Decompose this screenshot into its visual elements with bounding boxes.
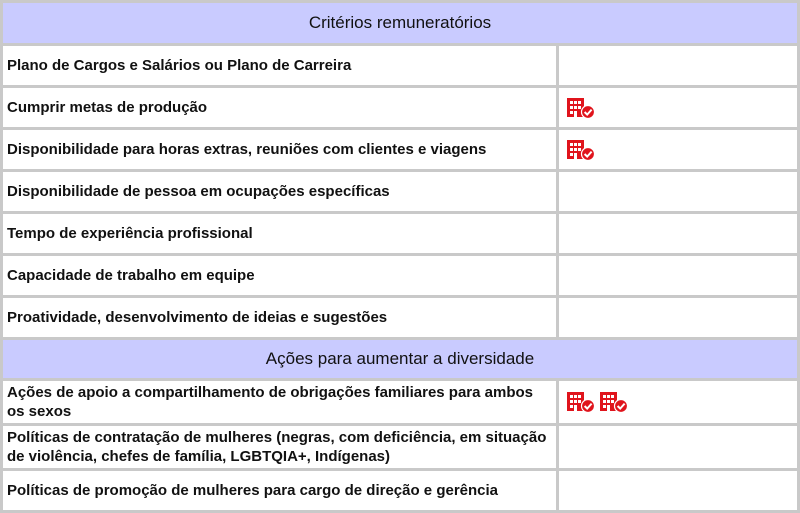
row-icons-cell [559,214,797,253]
row-icons-cell [559,130,797,169]
section-header-remuneration: Critérios remuneratórios [3,3,797,43]
table-row [0,426,800,468]
table-row [0,256,800,295]
row-label: Políticas de promoção de mulheres para cargo de direção e gerência [3,471,556,510]
row-label: Cumprir metas de produção [3,88,556,127]
row-icons-cell [559,426,797,468]
row-label: Disponibilidade de pessoa em ocupações específicas [3,172,556,211]
row-icons-cell [559,46,797,85]
company-check-icon [566,391,596,413]
table-row [0,46,800,85]
row-icons-cell [559,256,797,295]
row-icons-cell [559,381,797,423]
table-row [0,130,800,169]
row-label: Tempo de experiência profissional [3,214,556,253]
row-label: Disponibilidade para horas extras, reuniões com clientes e viagens [3,130,556,169]
company-check-icon [566,97,596,119]
row-icons-cell [559,88,797,127]
company-check-icon [566,139,596,161]
row-label: Ações de apoio a compartilhamento de obrigações familiares para ambos os sexos [3,381,556,423]
table-row [0,88,800,127]
table-row [0,381,800,423]
table-row [0,172,800,211]
row-icons-cell [559,298,797,337]
company-check-icon [599,391,629,413]
table-row [0,298,800,337]
row-label: Plano de Cargos e Salários ou Plano de Carreira [3,46,556,85]
row-label: Políticas de contratação de mulheres (negras, com deficiência, em situação de violência, chefes de família, LGBTQIA+, Indígenas) [3,426,556,468]
row-icons-cell [559,172,797,211]
table-row [0,214,800,253]
row-label: Proatividade, desenvolvimento de ideias e sugestões [3,298,556,337]
section-header-diversity: Ações para aumentar a diversidade [3,340,797,378]
table-row [0,471,800,510]
row-label: Capacidade de trabalho em equipe [3,256,556,295]
row-icons-cell [559,471,797,510]
